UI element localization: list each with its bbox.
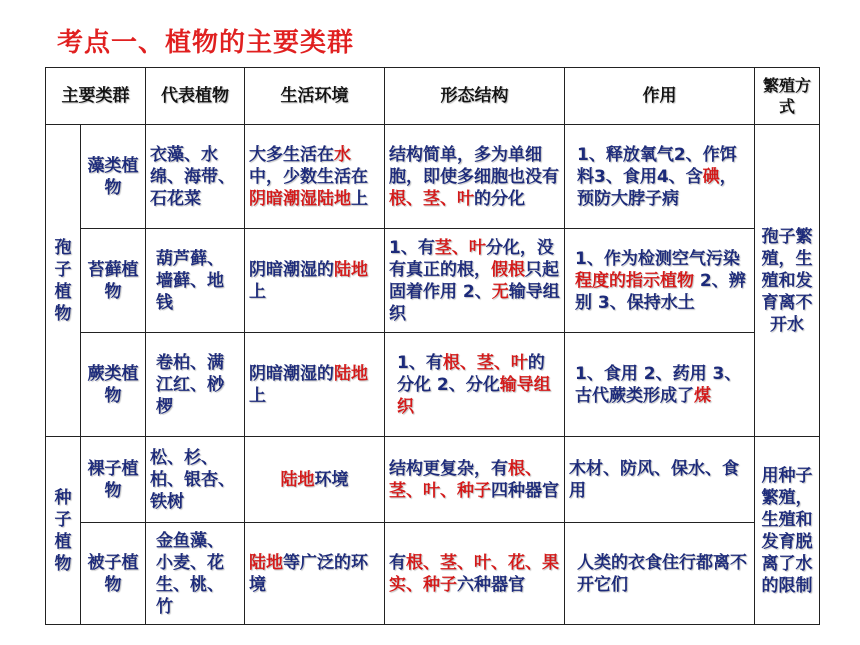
text-segment: 茎、叶 — [434, 237, 486, 258]
header-reproduction: 繁殖方式 — [755, 68, 820, 125]
table-row — [46, 125, 820, 229]
structure-cell — [385, 437, 565, 523]
text-segment: 阴暗潮湿的 — [249, 259, 334, 280]
text-segment: 木材、防风、保水、食用 — [569, 458, 739, 501]
text-segment: 假根 — [491, 259, 525, 280]
text-segment: 程度的指示植物 — [575, 270, 694, 291]
text-segment: 阴暗潮湿的 — [249, 363, 334, 384]
text-segment: 上 — [249, 281, 266, 302]
table-row — [46, 333, 820, 437]
text-segment: 水 — [334, 144, 351, 165]
text-segment: 上 — [351, 188, 368, 209]
category-cell: 被子植物 — [81, 523, 146, 625]
header-morphology: 形态结构 — [385, 68, 565, 125]
text-segment: 煤 — [694, 385, 711, 406]
text-segment: 有 — [389, 552, 406, 573]
text-segment: 根、茎、叶 — [442, 352, 528, 373]
text-segment: 四种器官 — [491, 480, 559, 501]
text-segment: 环境 — [314, 469, 349, 490]
plants-cell: 卷柏、满江红、桫椤 — [146, 333, 245, 437]
text-segment: 1、释放氧气2、作饵料3、食用4、含 — [577, 144, 737, 187]
text-segment: 中，少数生活在 — [249, 166, 368, 187]
plants-cell: 松、杉、柏、银杏、铁树 — [146, 437, 245, 523]
group-spore-plants: 孢 子 植 物 — [46, 125, 81, 437]
text-segment: 碘 — [702, 166, 720, 187]
text-segment: 阴暗潮湿陆地 — [249, 188, 351, 209]
structure-cell — [385, 523, 565, 625]
plants-cell: 衣藻、水绵、海带、石花菜 — [146, 125, 245, 229]
text-segment: 2、辨别 3、保持水土 — [575, 270, 746, 313]
text-segment: 根、茎、叶 — [389, 188, 474, 209]
plants-cell: 葫芦藓、墙藓、地钱 — [146, 229, 245, 333]
table-row — [46, 523, 820, 625]
text-segment: 输导组织 — [389, 281, 560, 324]
text-segment: 无 — [491, 281, 509, 302]
use-cell — [565, 125, 755, 229]
env-cell — [245, 523, 385, 625]
category-cell: 裸子植物 — [81, 437, 146, 523]
header-living-environment: 生活环境 — [245, 68, 385, 125]
text-segment: 输导组织 — [397, 374, 551, 417]
text-segment: 分化 — [465, 374, 500, 395]
page-title: 考点一、植物的主要类群 — [57, 28, 355, 58]
category-cell: 藻类植物 — [81, 125, 146, 229]
structure-cell — [385, 333, 565, 437]
text-segment: 只起固着作用 2、 — [389, 259, 559, 302]
use-cell — [565, 437, 755, 523]
text-segment: 分化，没有真正的根， — [389, 237, 554, 280]
category-cell: 蕨类植物 — [81, 333, 146, 437]
text-segment: 的分化 — [474, 188, 525, 209]
header-representative-plants: 代表植物 — [146, 68, 245, 125]
text-segment: 陆地 — [280, 469, 315, 490]
group-seed-plants: 种 子 植 物 — [46, 437, 81, 625]
text-segment: 陆地 — [334, 363, 368, 384]
text-segment: 结构简单，多为单细胞，即使多细胞也没有 — [389, 144, 559, 187]
env-cell — [245, 229, 385, 333]
text-segment: 1、有 — [397, 352, 443, 373]
header-main-group: 主要类群 — [46, 68, 146, 125]
text-segment: 1、食用 2、药用 3、古代蕨类形成了 — [575, 363, 742, 406]
text-segment: 大多生活在 — [249, 144, 334, 165]
text-segment: 陆地 — [249, 552, 283, 573]
text-segment: 人类的衣食住行都离不开它们 — [577, 552, 747, 595]
use-cell — [565, 523, 755, 625]
env-cell — [245, 333, 385, 437]
text-segment: 六种器官 — [457, 574, 525, 595]
header-row — [46, 68, 820, 125]
category-cell: 苔藓植物 — [81, 229, 146, 333]
text-segment: 的分化 2、 — [397, 352, 545, 395]
structure-cell — [385, 125, 565, 229]
text-segment: 根、茎、叶、种子 — [389, 458, 542, 501]
reproduction-spore: 孢子繁殖，生殖和发育离不开水 — [755, 125, 820, 437]
text-segment: 上 — [249, 385, 266, 406]
text-segment: 根、茎、叶、花、果实、种子 — [389, 552, 559, 595]
plant-groups-table — [45, 67, 820, 625]
table-row — [46, 229, 820, 333]
reproduction-seed: 用种子繁殖，生殖和发育脱离了水的限制 — [755, 437, 820, 625]
text-segment: 1、有 — [389, 237, 435, 258]
text-segment: ，预防大脖子病 — [577, 166, 737, 209]
table-row — [46, 437, 820, 523]
use-cell — [565, 229, 755, 333]
env-cell — [245, 437, 385, 523]
header-function: 作用 — [565, 68, 755, 125]
structure-cell — [385, 229, 565, 333]
text-segment: 结构更复杂，有 — [389, 458, 508, 479]
plants-cell: 金鱼藻、小麦、花生、桃、竹 — [146, 523, 245, 625]
env-cell — [245, 125, 385, 229]
use-cell — [565, 333, 755, 437]
text-segment: 陆地 — [334, 259, 368, 280]
text-segment: 等广泛的环境 — [249, 552, 368, 595]
text-segment: 1、作为检测空气污染 — [575, 248, 740, 269]
